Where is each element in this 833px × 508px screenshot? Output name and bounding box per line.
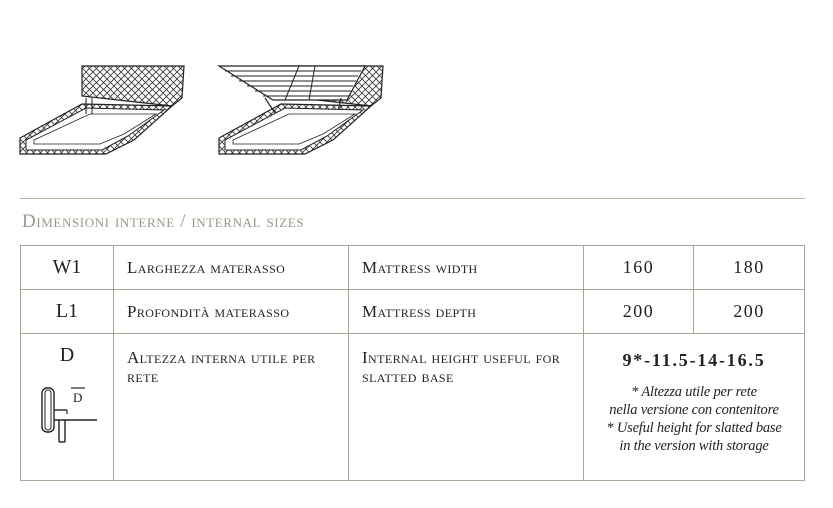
table-row-depth [21, 290, 805, 334]
height-symbol: D [59, 344, 75, 366]
table-row-height [21, 334, 805, 481]
label-en-cell: Internal height useful for slatted base [349, 334, 584, 481]
label-en-cell: Mattress width [349, 246, 584, 290]
height-diagram-label: D [73, 390, 83, 405]
note-line: * Altezza utile per rete [631, 384, 757, 400]
note-line: nella versione con contenitore [609, 402, 779, 418]
value-cell: 200 [584, 290, 694, 334]
value-cell: 200 [694, 290, 805, 334]
internal-sizes-table [20, 245, 804, 468]
bed-open-storage-illustration [215, 58, 387, 158]
label-it-cell: Profondità materasso [114, 290, 349, 334]
label-it-cell: Larghezza materasso [114, 246, 349, 290]
symbol-cell: L1 [21, 290, 114, 334]
height-value-cell [584, 334, 805, 481]
section-divider [20, 198, 805, 199]
note-line: * Useful height for slatted base [606, 420, 782, 436]
section-title: Dimensioni interne / internal sizes [22, 211, 305, 232]
value-cell: 180 [694, 246, 805, 290]
label-en-cell: Mattress depth [349, 290, 584, 334]
storage-note [584, 383, 804, 455]
symbol-cell [21, 334, 114, 481]
height-diagram-icon [37, 380, 107, 450]
table-row-width [21, 246, 805, 290]
value-cell: 160 [584, 246, 694, 290]
symbol-cell: W1 [21, 246, 114, 290]
bed-closed-illustration [16, 58, 188, 158]
height-values: 9*-11.5-14-16.5 [622, 350, 766, 370]
note-line: in the version with storage [619, 438, 769, 454]
label-it-cell: Altezza interna utile per rete [114, 334, 349, 481]
